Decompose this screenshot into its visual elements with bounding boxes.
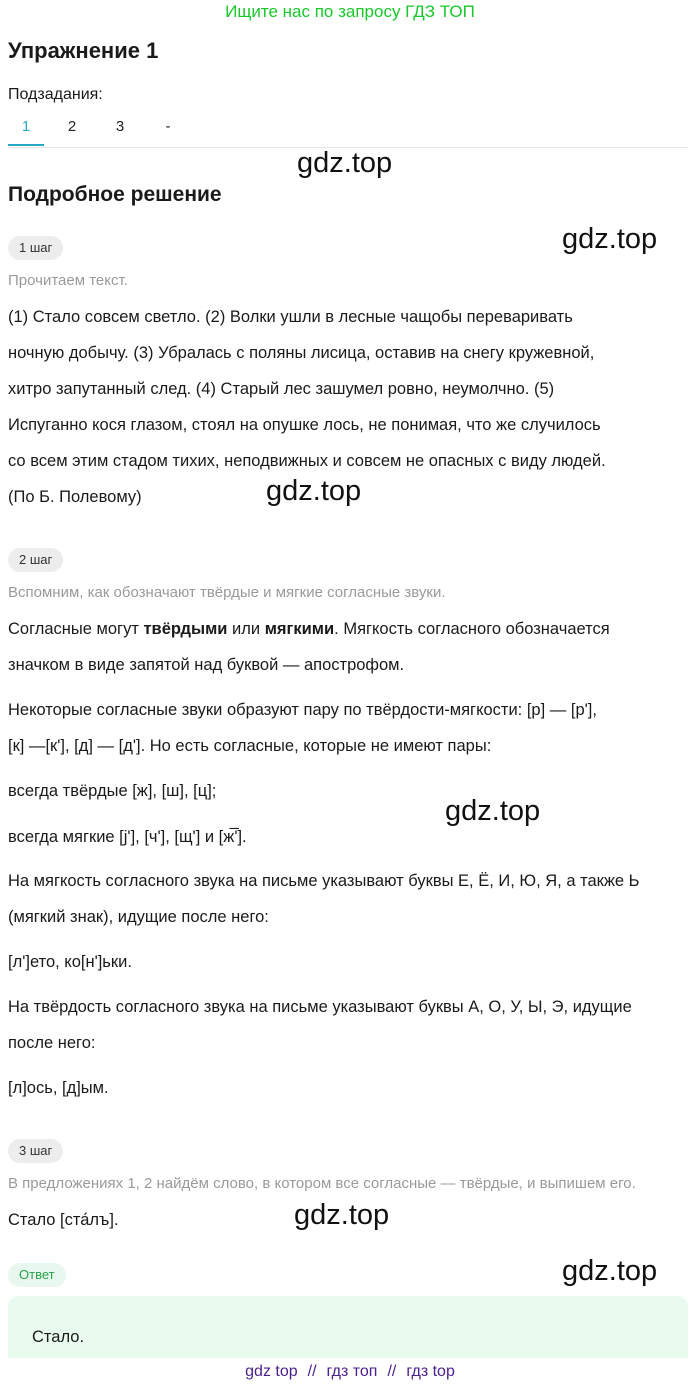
answer-badge: Ответ	[8, 1263, 66, 1287]
tab-subtask-more[interactable]: -	[165, 118, 171, 135]
marked-letter: ж̅	[223, 828, 235, 846]
step-2-line: значком в виде запятой над буквой — апострофом.	[8, 656, 405, 674]
step-2-line: [л']ето, ко[н']ьки.	[8, 953, 132, 971]
step-2-line: [к] —[к'], [д] — [д']. Но есть согласные, которые не имеют пары:	[8, 737, 492, 755]
solution-title: Подробное решение	[8, 183, 222, 206]
footer-links	[0, 1358, 700, 1386]
tab-subtask-1[interactable]: 1	[8, 112, 44, 146]
tab-subtask-3[interactable]: 3	[115, 118, 125, 135]
footer-separator: //	[307, 1363, 317, 1380]
step-2-line: На мягкость согласного звука на письме указывают буквы Е, Ё, И, Ю, Я, а также Ь	[8, 872, 640, 890]
step-2-hint: Вспомним, как обозначают твёрдые и мягкие согласные звуки.	[8, 584, 446, 601]
step-2-line: Некоторые согласные звуки образуют пару по твёрдости-мягкости: [р] — [р'],	[8, 701, 597, 719]
step-2-badge: 2 шаг	[8, 548, 63, 572]
text-span: . Мягкость согласного обозначается	[334, 620, 610, 638]
text-span: всегда мягкие [j'], [ч'], [щ'] и [	[8, 828, 224, 846]
answer-box	[8, 1296, 688, 1360]
watermark: gdz.top	[562, 223, 658, 255]
step-1-line: ночную добычу. (3) Убралась с поляны лисица, оставив на снегу кружевной,	[8, 344, 595, 362]
step-3-hint: В предложениях 1, 2 найдём слово, в котором все согласные — твёрдые, и выпишем его.	[8, 1175, 636, 1192]
search-promo-banner: Ищите нас по запросу ГДЗ ТОП	[225, 2, 475, 21]
step-3-badge: 3 шаг	[8, 1139, 63, 1163]
step-2-line: после него:	[8, 1034, 96, 1052]
step-2-line: (мягкий знак), идущие после него:	[8, 908, 269, 926]
footer-link[interactable]: gdz top	[245, 1363, 298, 1380]
step-1-line: (1) Стало совсем светло. (2) Волки ушли в лесные чащобы переваривать	[8, 308, 573, 326]
step-1-line: со всем этим стадом тихих, неподвижных и совсем не опасных с виду людей.	[8, 452, 606, 470]
step-1-line: Испуганно кося глазом, стоял на опушке лось, не понимая, что же случилось	[8, 416, 601, 434]
text-span: Согласные могут	[8, 620, 144, 638]
tab-subtask-2[interactable]: 2	[67, 118, 77, 135]
bold-term: твёрдыми	[143, 620, 228, 638]
watermark: gdz.top	[562, 1255, 658, 1287]
bold-term: мягкими	[264, 620, 335, 638]
step-2-paragraph	[8, 611, 688, 647]
step-3-answer-line: Стало [ста́лъ].	[8, 1211, 119, 1229]
step-1-hint: Прочитаем текст.	[8, 272, 128, 289]
text-span: или	[227, 620, 265, 638]
subtasks-label: Подзадания:	[8, 86, 103, 103]
step-1-source: (По Б. Полевому)	[8, 488, 142, 506]
answer-text: Стало.	[32, 1328, 85, 1346]
step-1-badge: 1 шаг	[8, 236, 63, 260]
watermark: gdz.top	[445, 795, 541, 827]
step-2-line: всегда твёрдые [ж], [ш], [ц];	[8, 782, 217, 800]
watermark: gdz.top	[266, 475, 362, 507]
watermark: gdz.top	[294, 1199, 390, 1231]
step-1-line: хитро запутанный след. (4) Старый лес зашумел ровно, неумолчно. (5)	[8, 380, 555, 398]
text-span: '].	[234, 828, 247, 846]
step-2-line: На твёрдость согласного звука на письме указывают буквы А, О, У, Ы, Э, идущие	[8, 998, 632, 1016]
exercise-title: Упражнение 1	[8, 38, 159, 63]
footer-link[interactable]: гдз top	[406, 1363, 455, 1380]
subtask-tabs	[8, 112, 688, 148]
footer-separator: //	[387, 1363, 397, 1380]
step-2-line: [л]ось, [д]ым.	[8, 1079, 109, 1097]
step-2-line	[8, 819, 688, 855]
footer-link[interactable]: гдз топ	[326, 1363, 378, 1380]
watermark: gdz.top	[297, 147, 393, 179]
